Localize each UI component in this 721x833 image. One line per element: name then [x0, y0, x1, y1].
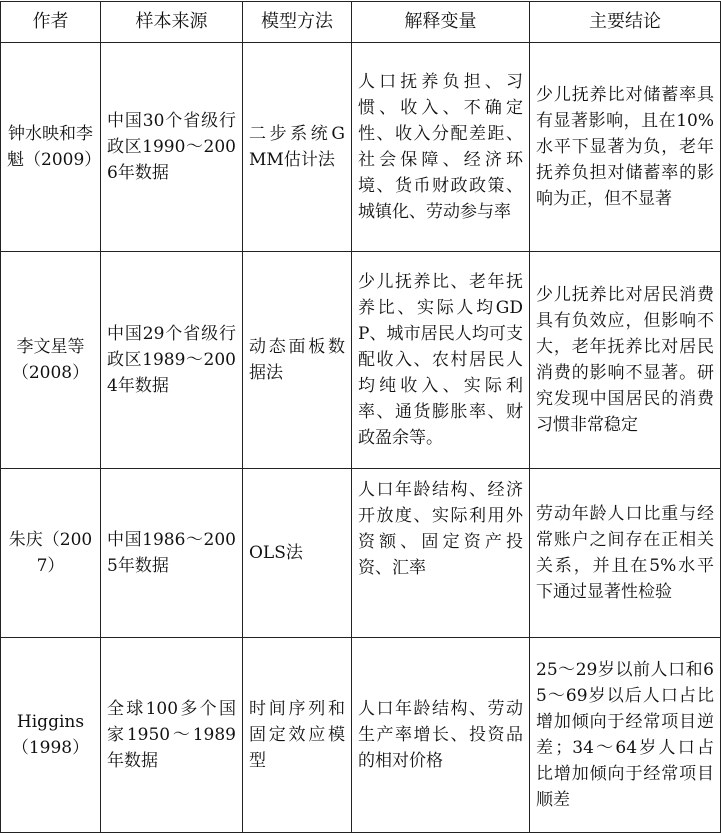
header-row: [1, 2, 721, 43]
header-method: 模型方法: [243, 2, 352, 43]
cell-conclusion: 少儿抚养比对储蓄率具有显著影响，且在10%水平下显著为负，老年抚养负担对储蓄率的影响为正，但不显著: [530, 43, 721, 252]
cell-sample: 全球100多个国家1950～1989年数据: [101, 638, 243, 833]
cell-conclusion: 25～29岁以前人口和65～69岁以后人口占比增加倾向于经常项目逆差；34～64岁人口占比增加倾向于经常项目顺差: [530, 638, 721, 833]
header-conclusion: 主要结论: [530, 2, 721, 43]
cell-sample: 中国1986～2005年数据: [101, 469, 243, 638]
table-row: [1, 469, 721, 638]
cell-author: 李文星等（2008）: [1, 252, 101, 469]
cell-sample: 中国30个省级行政区1990～2006年数据: [101, 43, 243, 252]
cell-sample: 中国29个省级行政区1989～2004年数据: [101, 252, 243, 469]
header-sample: 样本来源: [101, 2, 243, 43]
cell-method: 时间序列和固定效应模型: [243, 638, 352, 833]
cell-conclusion: 劳动年龄人口比重与经常账户之间存在正相关关系，并且在5%水平下通过显著性检验: [530, 469, 721, 638]
cell-variables: 人口年龄结构、经济开放度、实际利用外资额、固定资产投资、汇率: [352, 469, 530, 638]
cell-author: Higgins（1998）: [1, 638, 101, 833]
cell-author: 钟水映和李魁（2009）: [1, 43, 101, 252]
table-row: [1, 638, 721, 833]
header-author: 作者: [1, 2, 101, 43]
cell-author: 朱庆（2007）: [1, 469, 101, 638]
cell-method: 动态面板数据法: [243, 252, 352, 469]
cell-conclusion: 少儿抚养比对居民消费具有负效应，但影响不大，老年抚养比对居民消费的影响不显著。研究发现中国居民的消费习惯非常稳定: [530, 252, 721, 469]
table-row: [1, 252, 721, 469]
header-variables: 解释变量: [352, 2, 530, 43]
cell-variables: 人口抚养负担、习惯、收入、不确定性、收入分配差距、社会保障、经济环境、货币财政政策、城镇化、劳动参与率: [352, 43, 530, 252]
cell-variables: 人口年龄结构、劳动生产率增长、投资品的相对价格: [352, 638, 530, 833]
cell-variables: 少儿抚养比、老年抚养比、实际人均GDP、城市居民人均可支配收入、农村居民人均纯收入、实际利率、通货膨胀率、财政盈余等。: [352, 252, 530, 469]
table-row: [1, 43, 721, 252]
literature-table: [0, 1, 721, 833]
cell-method: 二步系统GMM估计法: [243, 43, 352, 252]
cell-method: OLS法: [243, 469, 352, 638]
